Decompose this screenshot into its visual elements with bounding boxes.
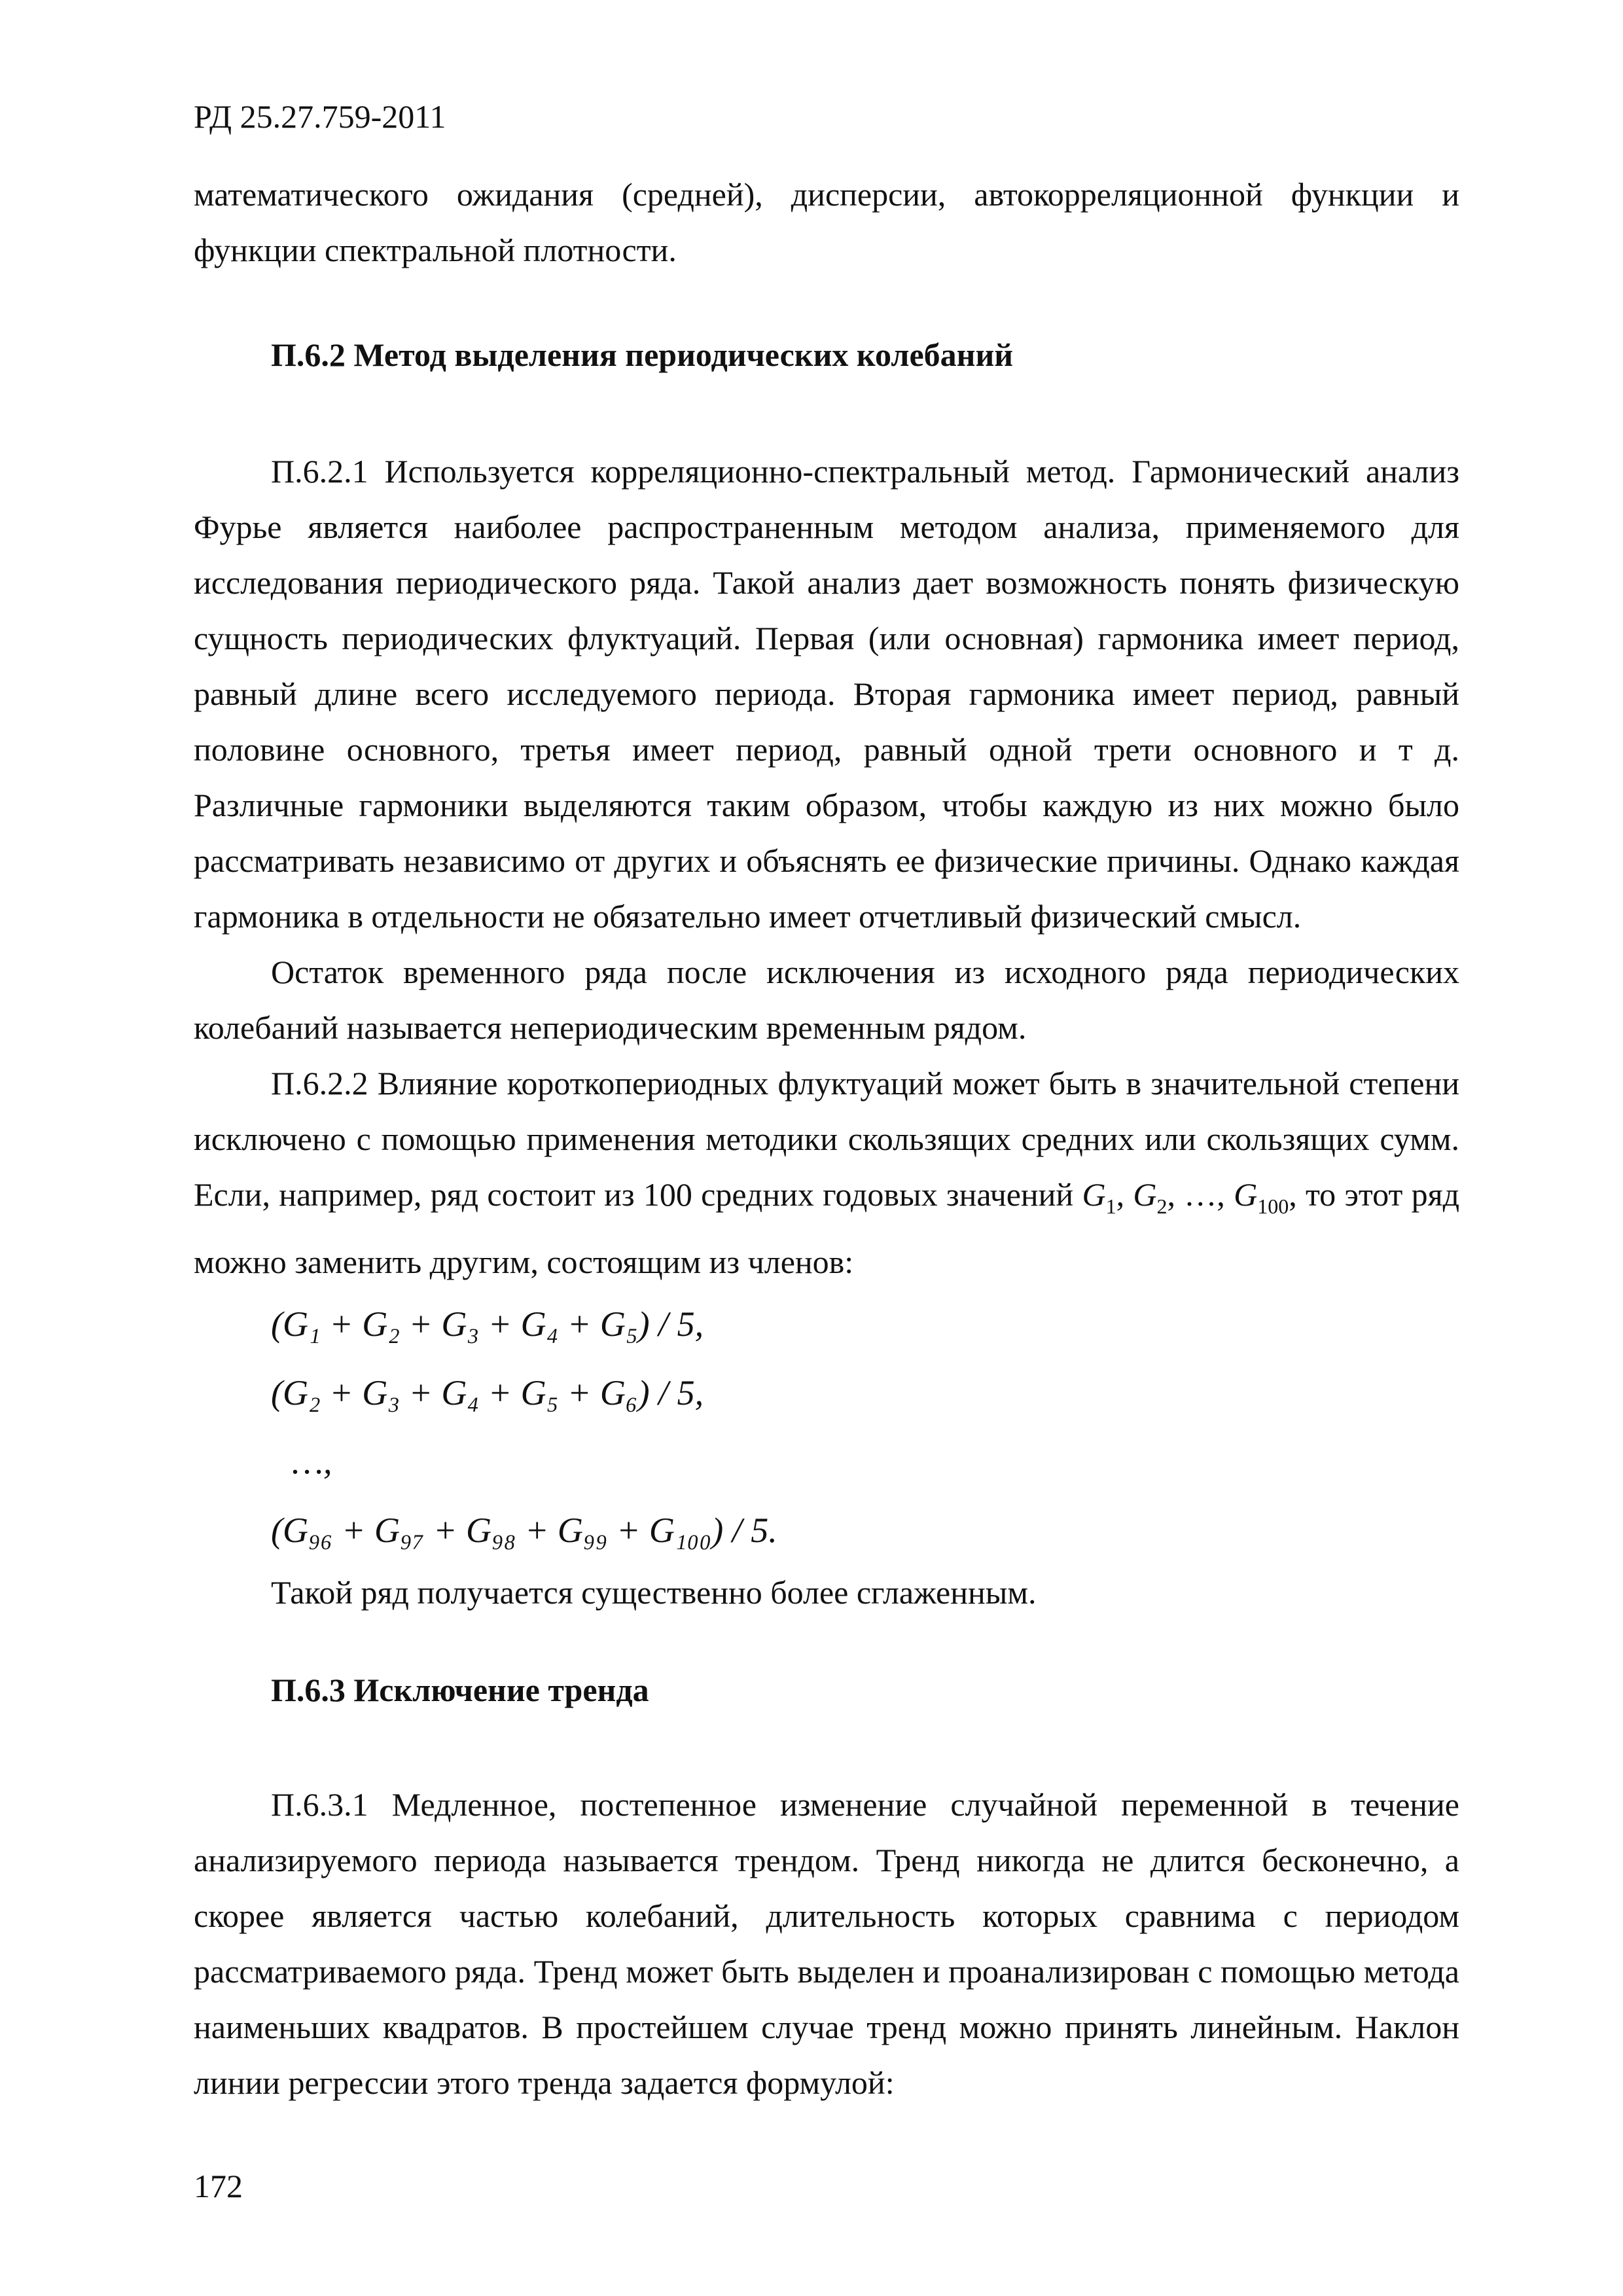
- paragraph-6-2-2-start: П.6.2.2 Влияние короткопериодных флуктуаций может быть в значительной степени исключено с помощью применения методики скользящих средних или скользящих сумм. Если, например, ряд состоит из 100 средних годовых значений: [194, 1065, 1459, 1213]
- separator: ,: [1116, 1176, 1133, 1213]
- section-6-3-title: П.6.3 Исключение тренда: [271, 1672, 649, 1708]
- intro-paragraph: математического ожидания (средней), дисперсии, автокорреляционной функции и функции спектральной плотности.: [194, 176, 1459, 268]
- paragraph-6-2-1: П.6.2.1 Используется корреляционно-спектральный метод. Гармонический анализ Фурье является наиболее распространенным методом анализа, применяемого для исследования периодического ряда. Такой анализ дает возможность понять физическую сущность периодических флуктуаций. Первая (или основная) гармоника имеет период, равный длине всего исследуемого периода. Вторая гармоника имеет период, равный половине основного, третья имеет период, равный одной трети основного и т д. Различные гармоники выделяются таким образом, чтобы каждую из них можно было рассматривать независимо от других и объяснять ее физические причины. Однако каждая гармоника в отдельности не обязательно имеет отчетливый физический смысл.: [194, 453, 1459, 935]
- paragraph-6-3-1: П.6.3.1 Медленное, постепенное изменение случайной переменной в течение анализируемого периода называется трендом. Тренд никогда не длится бесконечно, а скорее является частью колебаний, длительность которых сравнима с периодом рассматриваемого ряда. Тренд может быть выделен и проанализирован с помощью метода наименьших квадратов. В простейшем случае тренд можно принять линейным. Наклон линии регрессии этого тренда задается формулой:: [194, 1786, 1459, 2101]
- formula-ellipsis: …,: [292, 1442, 332, 1481]
- section-6-3-title-block: [194, 1662, 1459, 1718]
- section-6-2-title: П.6.2 Метод выделения периодических колебаний: [271, 336, 1014, 373]
- formula-second-term: (G₂ + G₃ + G₄ + G₅ + G₆) / 5,: [271, 1373, 704, 1412]
- g-variable: G: [1234, 1176, 1258, 1213]
- g-subscript: 100: [1257, 1194, 1289, 1218]
- section-6-2-body: [194, 444, 1459, 1621]
- section-6-3-body: [194, 1777, 1459, 2111]
- g-variable: G: [1133, 1176, 1157, 1213]
- ellipsis-separator: , …,: [1167, 1176, 1234, 1213]
- page-number: 172: [194, 2168, 243, 2204]
- paragraph-smoothed: Такой ряд получается существенно более сглаженным.: [271, 1574, 1037, 1611]
- paragraph-6-2-2-end: , то этот ряд можно заменить другим, состоящим из членов:: [194, 1176, 1460, 1280]
- section-6-2-title-block: [194, 327, 1459, 383]
- paragraph-remainder: Остаток временного ряда после исключения из исходного ряда периодических колебаний называется непериодическим временным рядом.: [194, 954, 1459, 1046]
- g-subscript: 1: [1105, 1194, 1116, 1218]
- document-code-header: РД 25.27.759-2011: [194, 98, 446, 135]
- formula-first-term: (G₁ + G₂ + G₃ + G₄ + G₅) / 5,: [271, 1304, 704, 1344]
- intro-paragraph-block: [194, 167, 1459, 278]
- formula-last-term: (G₉₆ + G₉₇ + G₉₈ + G₉₉ + G₁₀₀) / 5.: [271, 1511, 777, 1550]
- g-variable: G: [1082, 1176, 1106, 1213]
- paragraph-6-2-2: [194, 1056, 1459, 1290]
- g-subscript: 2: [1156, 1194, 1168, 1218]
